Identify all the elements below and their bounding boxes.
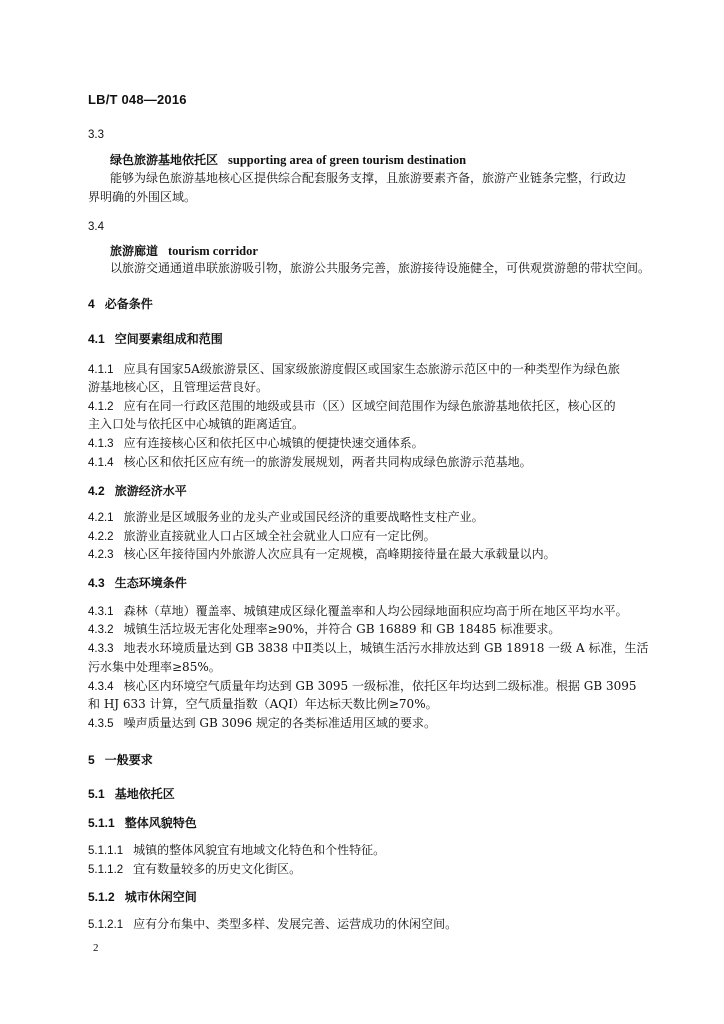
clause-line: 4.1.1 应具有国家5A级旅游景区、国家级旅游度假区或国家生态旅游示范区中的一种类型作为绿色旅 bbox=[88, 362, 620, 376]
definition-line: 能够为绿色旅游基地核心区提供综合配套服务支撑，且旅游要素齐备，旅游产业链条完整，行政边 bbox=[110, 171, 627, 185]
term-chinese: 旅游廊道 bbox=[110, 244, 159, 258]
subsubsection-heading: 5.1.1 整体风貌特色 bbox=[88, 816, 197, 830]
clause-line: 5.1.1.1 城镇的整体风貌宜有地域文化特色和个性特征。 bbox=[88, 843, 386, 857]
clause-line: 4.3.5 噪声质量达到 GB 3096 规定的各类标准适用区域的要求。 bbox=[88, 716, 436, 730]
clause-number: 3.4 bbox=[88, 221, 104, 233]
definition-line: 界明确的外围区域。 bbox=[88, 190, 197, 204]
clause-line: 污水集中处理率≥85%。 bbox=[88, 660, 221, 674]
definition-line: 以旅游交通通道串联旅游吸引物，旅游公共服务完善，旅游接待设施健全，可供观赏游憩的带状空间。 bbox=[110, 261, 651, 275]
page-number: 2 bbox=[93, 942, 99, 954]
term-english: tourism corridor bbox=[168, 244, 258, 258]
standard-code: LB/T 048—2016 bbox=[88, 92, 187, 107]
clause-line: 4.1.3 应有连接核心区和依托区中心城镇的便捷快速交通体系。 bbox=[88, 436, 424, 450]
clause-line: 5.1.2.1 应有分布集中、类型多样、发展完善、运营成功的休闲空间。 bbox=[88, 917, 458, 931]
subsection-heading: 5.1 基地依托区 bbox=[88, 787, 175, 801]
clause-line: 和 HJ 633 计算，空气质量指数（AQI）年达标天数比例≥70%。 bbox=[88, 697, 438, 711]
subsubsection-heading: 5.1.2 城市休闲空间 bbox=[88, 890, 197, 904]
term-chinese: 绿色旅游基地依托区 bbox=[110, 153, 219, 167]
subsection-heading: 4.1 空间要素组成和范围 bbox=[88, 332, 223, 346]
clause-line: 4.1.2 应有在同一行政区范围的地级或县市（区）区域空间范围作为绿色旅游基地依托区，核心区的 bbox=[88, 399, 616, 413]
subsection-heading: 4.2 旅游经济水平 bbox=[88, 484, 187, 498]
clause-number: 3.3 bbox=[88, 129, 104, 141]
term-heading bbox=[110, 152, 466, 168]
clause-line: 4.1.4 核心区和依托区应有统一的旅游发展规划，两者共同构成绿色旅游示范基地。 bbox=[88, 455, 532, 469]
clause-line: 4.3.1 森林（草地）覆盖率、城镇建成区绿化覆盖率和人均公园绿地面积应均高于所在地区平均水平。 bbox=[88, 604, 628, 618]
clause-line: 4.2.3 核心区年接待国内外旅游人次应具有一定规模，高峰期接待量在最大承载量以内。 bbox=[88, 547, 556, 561]
term-english: supporting area of green tourism destination bbox=[228, 153, 467, 167]
section-heading: 4 必备条件 bbox=[88, 297, 153, 311]
clause-line: 游基地核心区，且管理运营良好。 bbox=[88, 380, 269, 394]
clause-line: 4.2.1 旅游业是区域服务业的龙头产业或国民经济的重要战略性支柱产业。 bbox=[88, 510, 484, 524]
clause-line: 5.1.1.2 宜有数量较多的历史文化街区。 bbox=[88, 862, 302, 876]
subsection-heading: 4.3 生态环境条件 bbox=[88, 576, 187, 590]
term-heading bbox=[110, 243, 258, 259]
clause-line: 4.3.2 城镇生活垃圾无害化处理率≥90%，并符合 GB 16889 和 GB 18485 标准要求。 bbox=[88, 622, 561, 636]
section-heading: 5 一般要求 bbox=[88, 753, 153, 767]
clause-line: 4.3.4 核心区内环境空气质量年均达到 GB 3095 一级标准，依托区年均达到二级标准。根据 GB 3095 bbox=[88, 679, 637, 693]
clause-line: 主入口处与依托区中心城镇的距离适宜。 bbox=[88, 417, 305, 431]
clause-line: 4.3.3 地表水环境质量达到 GB 3838 中Ⅱ类以上，城镇生活污水排放达到 GB 18918 一级 A 标准，生活 bbox=[88, 641, 649, 655]
clause-line: 4.2.2 旅游业直接就业人口占区域全社会就业人口应有一定比例。 bbox=[88, 529, 436, 543]
